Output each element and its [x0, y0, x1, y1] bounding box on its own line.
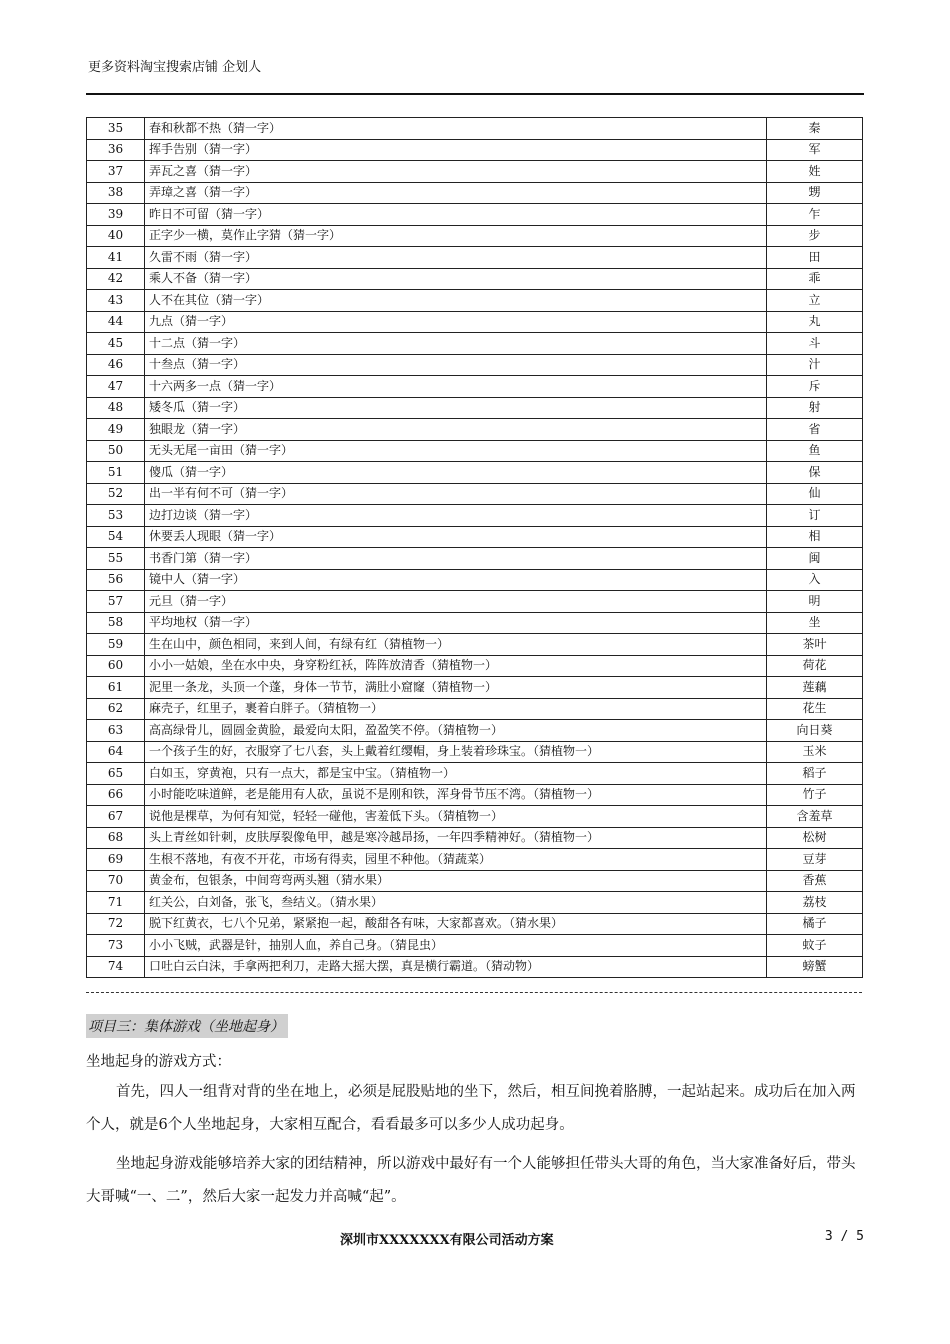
table-row [87, 806, 863, 828]
riddle-answer: 相 [767, 526, 863, 548]
riddle-number: 47 [87, 376, 145, 398]
riddle-number: 72 [87, 913, 145, 935]
riddle-answer: 秦 [767, 118, 863, 140]
riddle-number: 74 [87, 956, 145, 978]
riddle-question: 生根不落地，有夜不开花，市场有得卖，园里不种他。（猜蔬菜） [145, 849, 767, 871]
riddle-question: 镜中人（猜一字） [145, 569, 767, 591]
riddle-answer: 松树 [767, 827, 863, 849]
dashed-divider [86, 992, 862, 993]
riddle-question: 弄璋之喜（猜一字） [145, 182, 767, 204]
riddle-answer: 省 [767, 419, 863, 441]
table-row [87, 741, 863, 763]
riddle-number: 66 [87, 784, 145, 806]
page-number: 3 / 5 [824, 1229, 864, 1244]
riddle-number: 37 [87, 161, 145, 183]
riddle-answer: 斥 [767, 376, 863, 398]
table-row [87, 139, 863, 161]
riddle-number: 43 [87, 290, 145, 312]
riddle-answer: 斗 [767, 333, 863, 355]
riddle-number: 40 [87, 225, 145, 247]
table-row [87, 827, 863, 849]
table-row [87, 182, 863, 204]
riddle-question: 泥里一条龙，头顶一个蓬，身体一节节，满肚小窟窿（猜植物一） [145, 677, 767, 699]
riddle-question: 乘人不备（猜一字） [145, 268, 767, 290]
riddle-number: 36 [87, 139, 145, 161]
riddle-answer: 闽 [767, 548, 863, 570]
table-row [87, 118, 863, 140]
table-row [87, 462, 863, 484]
riddle-answer: 豆芽 [767, 849, 863, 871]
paragraph-purpose: 坐地起身游戏能够培养大家的团结精神，所以游戏中最好有一个人能够担任带头大哥的角色，当大家准备好后，带头大哥喊“一、二”，然后大家一起发力并高喊“起”。 [86, 1156, 856, 1205]
riddle-question: 无头无尾一亩田（猜一字） [145, 440, 767, 462]
riddle-question: 黄金布，包银条，中间弯弯两头翘（猜水果） [145, 870, 767, 892]
riddle-number: 53 [87, 505, 145, 527]
table-row [87, 397, 863, 419]
riddle-number: 57 [87, 591, 145, 613]
riddle-answer: 莲藕 [767, 677, 863, 699]
table-row [87, 354, 863, 376]
table-row [87, 720, 863, 742]
riddle-number: 54 [87, 526, 145, 548]
table-row [87, 677, 863, 699]
riddle-number: 42 [87, 268, 145, 290]
riddle-question: 红关公，白刘备，张飞，叁结义。（猜水果） [145, 892, 767, 914]
table-row [87, 290, 863, 312]
table-row [87, 569, 863, 591]
riddle-number: 35 [87, 118, 145, 140]
riddle-number: 61 [87, 677, 145, 699]
table-row [87, 376, 863, 398]
riddle-question: 出一半有何不可（猜一字） [145, 483, 767, 505]
riddle-question: 独眼龙（猜一字） [145, 419, 767, 441]
riddle-number: 45 [87, 333, 145, 355]
riddle-question: 高高绿骨儿，圆圆金黄脸，最爱向太阳，盈盈笑不停。（猜植物一） [145, 720, 767, 742]
riddle-answer: 步 [767, 225, 863, 247]
table-row [87, 849, 863, 871]
table-row [87, 913, 863, 935]
riddle-answer: 订 [767, 505, 863, 527]
riddle-answer: 乍 [767, 204, 863, 226]
riddle-number: 62 [87, 698, 145, 720]
table-row [87, 655, 863, 677]
riddle-answer: 甥 [767, 182, 863, 204]
riddle-answer: 荷花 [767, 655, 863, 677]
riddle-question: 小小一姑娘，坐在水中央，身穿粉红袄，阵阵放清香（猜植物一） [145, 655, 767, 677]
riddle-number: 69 [87, 849, 145, 871]
riddle-number: 50 [87, 440, 145, 462]
header-text: 更多资料淘宝搜索店铺 企划人 [88, 60, 262, 75]
riddle-question: 十六两多一点（猜一字） [145, 376, 767, 398]
table-row [87, 204, 863, 226]
riddle-number: 70 [87, 870, 145, 892]
riddle-number: 73 [87, 935, 145, 957]
riddle-question: 傻瓜（猜一字） [145, 462, 767, 484]
riddle-question: 休要丢人现眼（猜一字） [145, 526, 767, 548]
riddle-question: 挥手告别（猜一字） [145, 139, 767, 161]
riddle-answer: 蚊子 [767, 935, 863, 957]
riddle-answer: 玉米 [767, 741, 863, 763]
table-row [87, 634, 863, 656]
table-row [87, 311, 863, 333]
table-row [87, 698, 863, 720]
riddle-number: 63 [87, 720, 145, 742]
riddle-answer: 射 [767, 397, 863, 419]
table-row [87, 333, 863, 355]
riddle-number: 58 [87, 612, 145, 634]
riddle-number: 38 [87, 182, 145, 204]
riddle-number: 67 [87, 806, 145, 828]
riddle-question: 白如玉，穿黄袍，只有一点大，都是宝中宝。（猜植物一） [145, 763, 767, 785]
riddle-number: 59 [87, 634, 145, 656]
table-row [87, 526, 863, 548]
riddle-question: 小时能吃味道鲜，老是能用有人砍，虽说不是刚和铁，浑身骨节压不湾。（猜植物一） [145, 784, 767, 806]
riddle-number: 60 [87, 655, 145, 677]
riddle-answer: 姓 [767, 161, 863, 183]
riddle-number: 65 [87, 763, 145, 785]
table-row [87, 440, 863, 462]
riddle-answer: 田 [767, 247, 863, 269]
table-row [87, 419, 863, 441]
riddle-question: 矮冬瓜（猜一字） [145, 397, 767, 419]
riddle-number: 71 [87, 892, 145, 914]
table-row [87, 505, 863, 527]
table-row [87, 763, 863, 785]
riddle-answer: 橘子 [767, 913, 863, 935]
riddle-question: 一个孩子生的好，衣服穿了七八套，头上戴着红缨帽，身上装着珍珠宝。（猜植物一） [145, 741, 767, 763]
riddle-question: 说他是棵草，为何有知觉，轻轻一碰他，害羞低下头。（猜植物一） [145, 806, 767, 828]
riddle-answer: 香蕉 [767, 870, 863, 892]
riddle-number: 49 [87, 419, 145, 441]
riddle-answer: 向日葵 [767, 720, 863, 742]
table-row [87, 956, 863, 978]
riddle-answer: 荔枝 [767, 892, 863, 914]
riddle-answer: 明 [767, 591, 863, 613]
riddle-answer: 保 [767, 462, 863, 484]
riddle-answer: 仙 [767, 483, 863, 505]
riddle-question: 元旦（猜一字） [145, 591, 767, 613]
riddle-question: 口吐白云白沫，手拿两把利刀，走路大摇大摆，真是横行霸道。（猜动物） [145, 956, 767, 978]
table-row [87, 784, 863, 806]
riddle-question: 平均地权（猜一字） [145, 612, 767, 634]
table-row [87, 268, 863, 290]
riddle-question: 正字少一横，莫作止字猜（猜一字） [145, 225, 767, 247]
riddle-answer: 立 [767, 290, 863, 312]
riddle-number: 51 [87, 462, 145, 484]
riddle-question: 弄瓦之喜（猜一字） [145, 161, 767, 183]
riddle-answer: 汁 [767, 354, 863, 376]
riddle-table [86, 117, 863, 978]
riddle-answer: 鱼 [767, 440, 863, 462]
riddle-question: 麻壳子，红里子，裹着白胖子。（猜植物一） [145, 698, 767, 720]
riddle-answer: 军 [767, 139, 863, 161]
riddle-answer: 稻子 [767, 763, 863, 785]
riddle-number: 46 [87, 354, 145, 376]
riddle-answer: 丸 [767, 311, 863, 333]
riddle-answer: 竹子 [767, 784, 863, 806]
riddle-question: 头上青丝如针刺，皮肤厚裂像龟甲，越是寒冷越昂扬，一年四季精神好。（猜植物一） [145, 827, 767, 849]
riddle-number: 64 [87, 741, 145, 763]
table-row [87, 548, 863, 570]
table-row [87, 892, 863, 914]
table-row [87, 612, 863, 634]
riddle-question: 小小飞贼，武器是针，抽别人血，养自己身。（猜昆虫） [145, 935, 767, 957]
riddle-number: 41 [87, 247, 145, 269]
riddle-number: 39 [87, 204, 145, 226]
table-row [87, 935, 863, 957]
riddle-question: 人不在其位（猜一字） [145, 290, 767, 312]
riddle-question: 昨日不可留（猜一字） [145, 204, 767, 226]
riddle-answer: 含羞草 [767, 806, 863, 828]
riddle-question: 久雷不雨（猜一字） [145, 247, 767, 269]
riddle-number: 48 [87, 397, 145, 419]
riddle-table-body [87, 118, 863, 978]
riddle-number: 55 [87, 548, 145, 570]
riddle-number: 68 [87, 827, 145, 849]
paragraph-method: 首先，四人一组背对背的坐在地上，必须是屁股贴地的坐下，然后，相互间挽着胳膊，一起站起来。成功后在加入两个人，就是6个人坐地起身，大家相互配合，看看最多可以多少人成功起身。 [86, 1084, 856, 1133]
riddle-question: 书香门第（猜一字） [145, 548, 767, 570]
table-row [87, 161, 863, 183]
riddle-question: 春和秋都不热（猜一字） [145, 118, 767, 140]
table-row [87, 247, 863, 269]
riddle-question: 生在山中，颜色相同，来到人间，有绿有红（猜植物一） [145, 634, 767, 656]
riddle-answer: 螃蟹 [767, 956, 863, 978]
riddle-question: 边打边谈（猜一字） [145, 505, 767, 527]
riddle-answer: 茶叶 [767, 634, 863, 656]
footer-company: 深圳市XXXXXXX有限公司活动方案 [340, 1233, 554, 1248]
table-row [87, 591, 863, 613]
riddle-question: 十二点（猜一字） [145, 333, 767, 355]
header-rule [86, 93, 864, 95]
riddle-answer: 乖 [767, 268, 863, 290]
table-row [87, 870, 863, 892]
table-row [87, 225, 863, 247]
table-row [87, 483, 863, 505]
riddle-number: 56 [87, 569, 145, 591]
riddle-number: 52 [87, 483, 145, 505]
riddle-question: 九点（猜一字） [145, 311, 767, 333]
riddle-answer: 花生 [767, 698, 863, 720]
paragraph-intro: 坐地起身的游戏方式： [86, 1054, 231, 1070]
riddle-answer: 入 [767, 569, 863, 591]
riddle-answer: 坐 [767, 612, 863, 634]
riddle-question: 脱下红黄衣，七八个兄弟，紧紧抱一起，酸甜各有味，大家都喜欢。（猜水果） [145, 913, 767, 935]
section-title: 项目三：集体游戏（坐地起身） [86, 1014, 288, 1038]
riddle-number: 44 [87, 311, 145, 333]
riddle-question: 十叁点（猜一字） [145, 354, 767, 376]
